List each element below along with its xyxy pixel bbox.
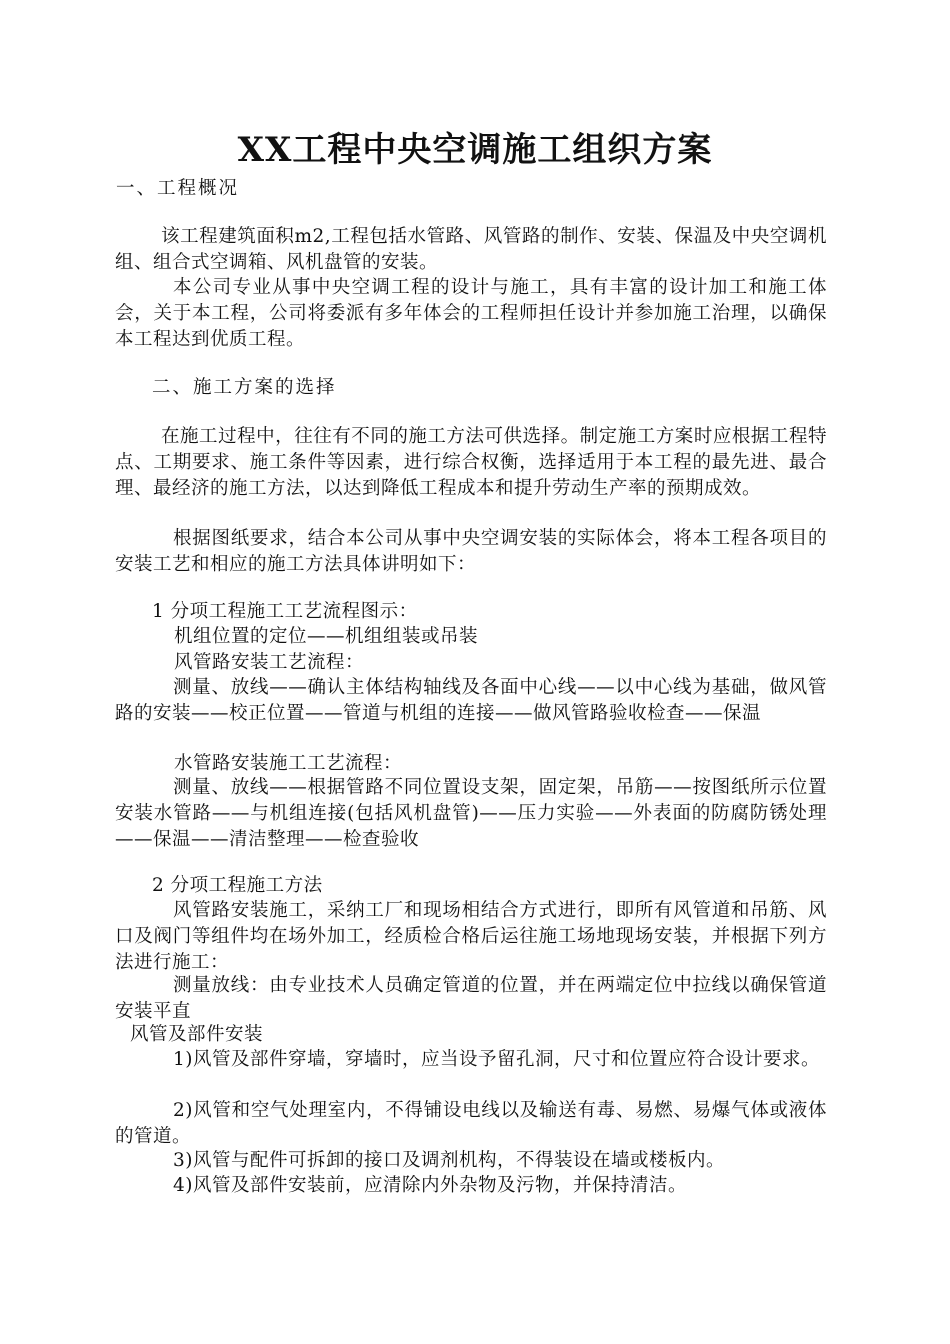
text-unit-positioning: 机组位置的定位——机组组装或吊装 [174,626,479,647]
paragraph-water-flow: 测量、放线——根据管路不同位置设支架，固定架，吊筋——按图纸所示位置安装水管路——与机组连接(包括风机盘管)——压力实验——外表面的防腐防锈处理——保温——清洁整理——检查验收 [115,777,827,850]
paragraph-overview-1: 该工程建筑面积m2,工程包括水管路、风管路的制作、安装、保温及中央空调机组、组合式空调箱、风机盘管的安装。 [115,226,827,273]
list-item-2: 2)风管和空气处理室内，不得铺设电线以及输送有毒、易燃、易爆气体或液体的管道。 [115,1100,827,1147]
section-heading-plan-selection: 二、施工方案的选择 [152,377,337,398]
paragraph-plan-1: 在施工过程中，往往有不同的施工方法可供选择。制定施工方案时应根据工程特点、工期要求、施工条件等因素，进行综合权衡，选择适用于本工程的最先进、最合理、最经济的施工方法，以达到降低工程成本和提升劳动生产率的预期成效。 [115,426,827,499]
text-water-flow-label: 水管路安装施工工艺流程： [174,753,403,774]
section-heading-overview: 一、工程概况 [116,178,240,199]
list-item-4: 4)风管及部件安装前，应清除内外杂物及污物，并保持清洁。 [173,1175,687,1196]
subsection-heading-methods: 2 分项工程施工方法 [152,875,323,896]
document-title: XX工程中央空调施工组织方案 [237,130,713,170]
paragraph-overview-2: 本公司专业从事中央空调工程的设计与施工，具有丰富的设计加工和施工体会，关于本工程，公司将委派有多年体会的工程师担任设计并参加施工治理，以确保本工程达到优质工程。 [115,277,827,350]
subsection-heading-duct-parts: 风管及部件安装 [130,1024,264,1045]
paragraph-duct-installation: 风管路安装施工，采纳工厂和现场相结合方式进行，即所有风管道和吊筋、风口及阀门等组件均在场外加工，经质检合格后运往施工场地现场安装，并根据下列方法进行施工： [115,900,827,973]
text-duct-flow-label: 风管路安装工艺流程： [174,652,365,673]
paragraph-plan-2: 根据图纸要求，结合本公司从事中央空调安装的实际体会，将本工程各项目的安装工艺和相应的施工方法具体讲明如下： [115,528,827,575]
paragraph-survey: 测量放线：由专业技术人员确定管道的位置，并在两端定位中拉线以确保管道安装平直 [115,975,827,1022]
list-item-3: 3)风管与配件可拆卸的接口及调剂机构，不得装设在墙或楼板内。 [173,1150,725,1171]
list-item-1: 1)风管及部件穿墙，穿墙时，应当设予留孔洞，尺寸和位置应符合设计要求。 [173,1049,820,1070]
subsection-heading-process-flow: 1 分项工程施工工艺流程图示： [152,601,418,622]
paragraph-duct-flow: 测量、放线——确认主体结构轴线及各面中心线——以中心线为基础，做风管路的安装——校正位置——管道与机组的连接——做风管路验收检查——保温 [115,677,827,724]
